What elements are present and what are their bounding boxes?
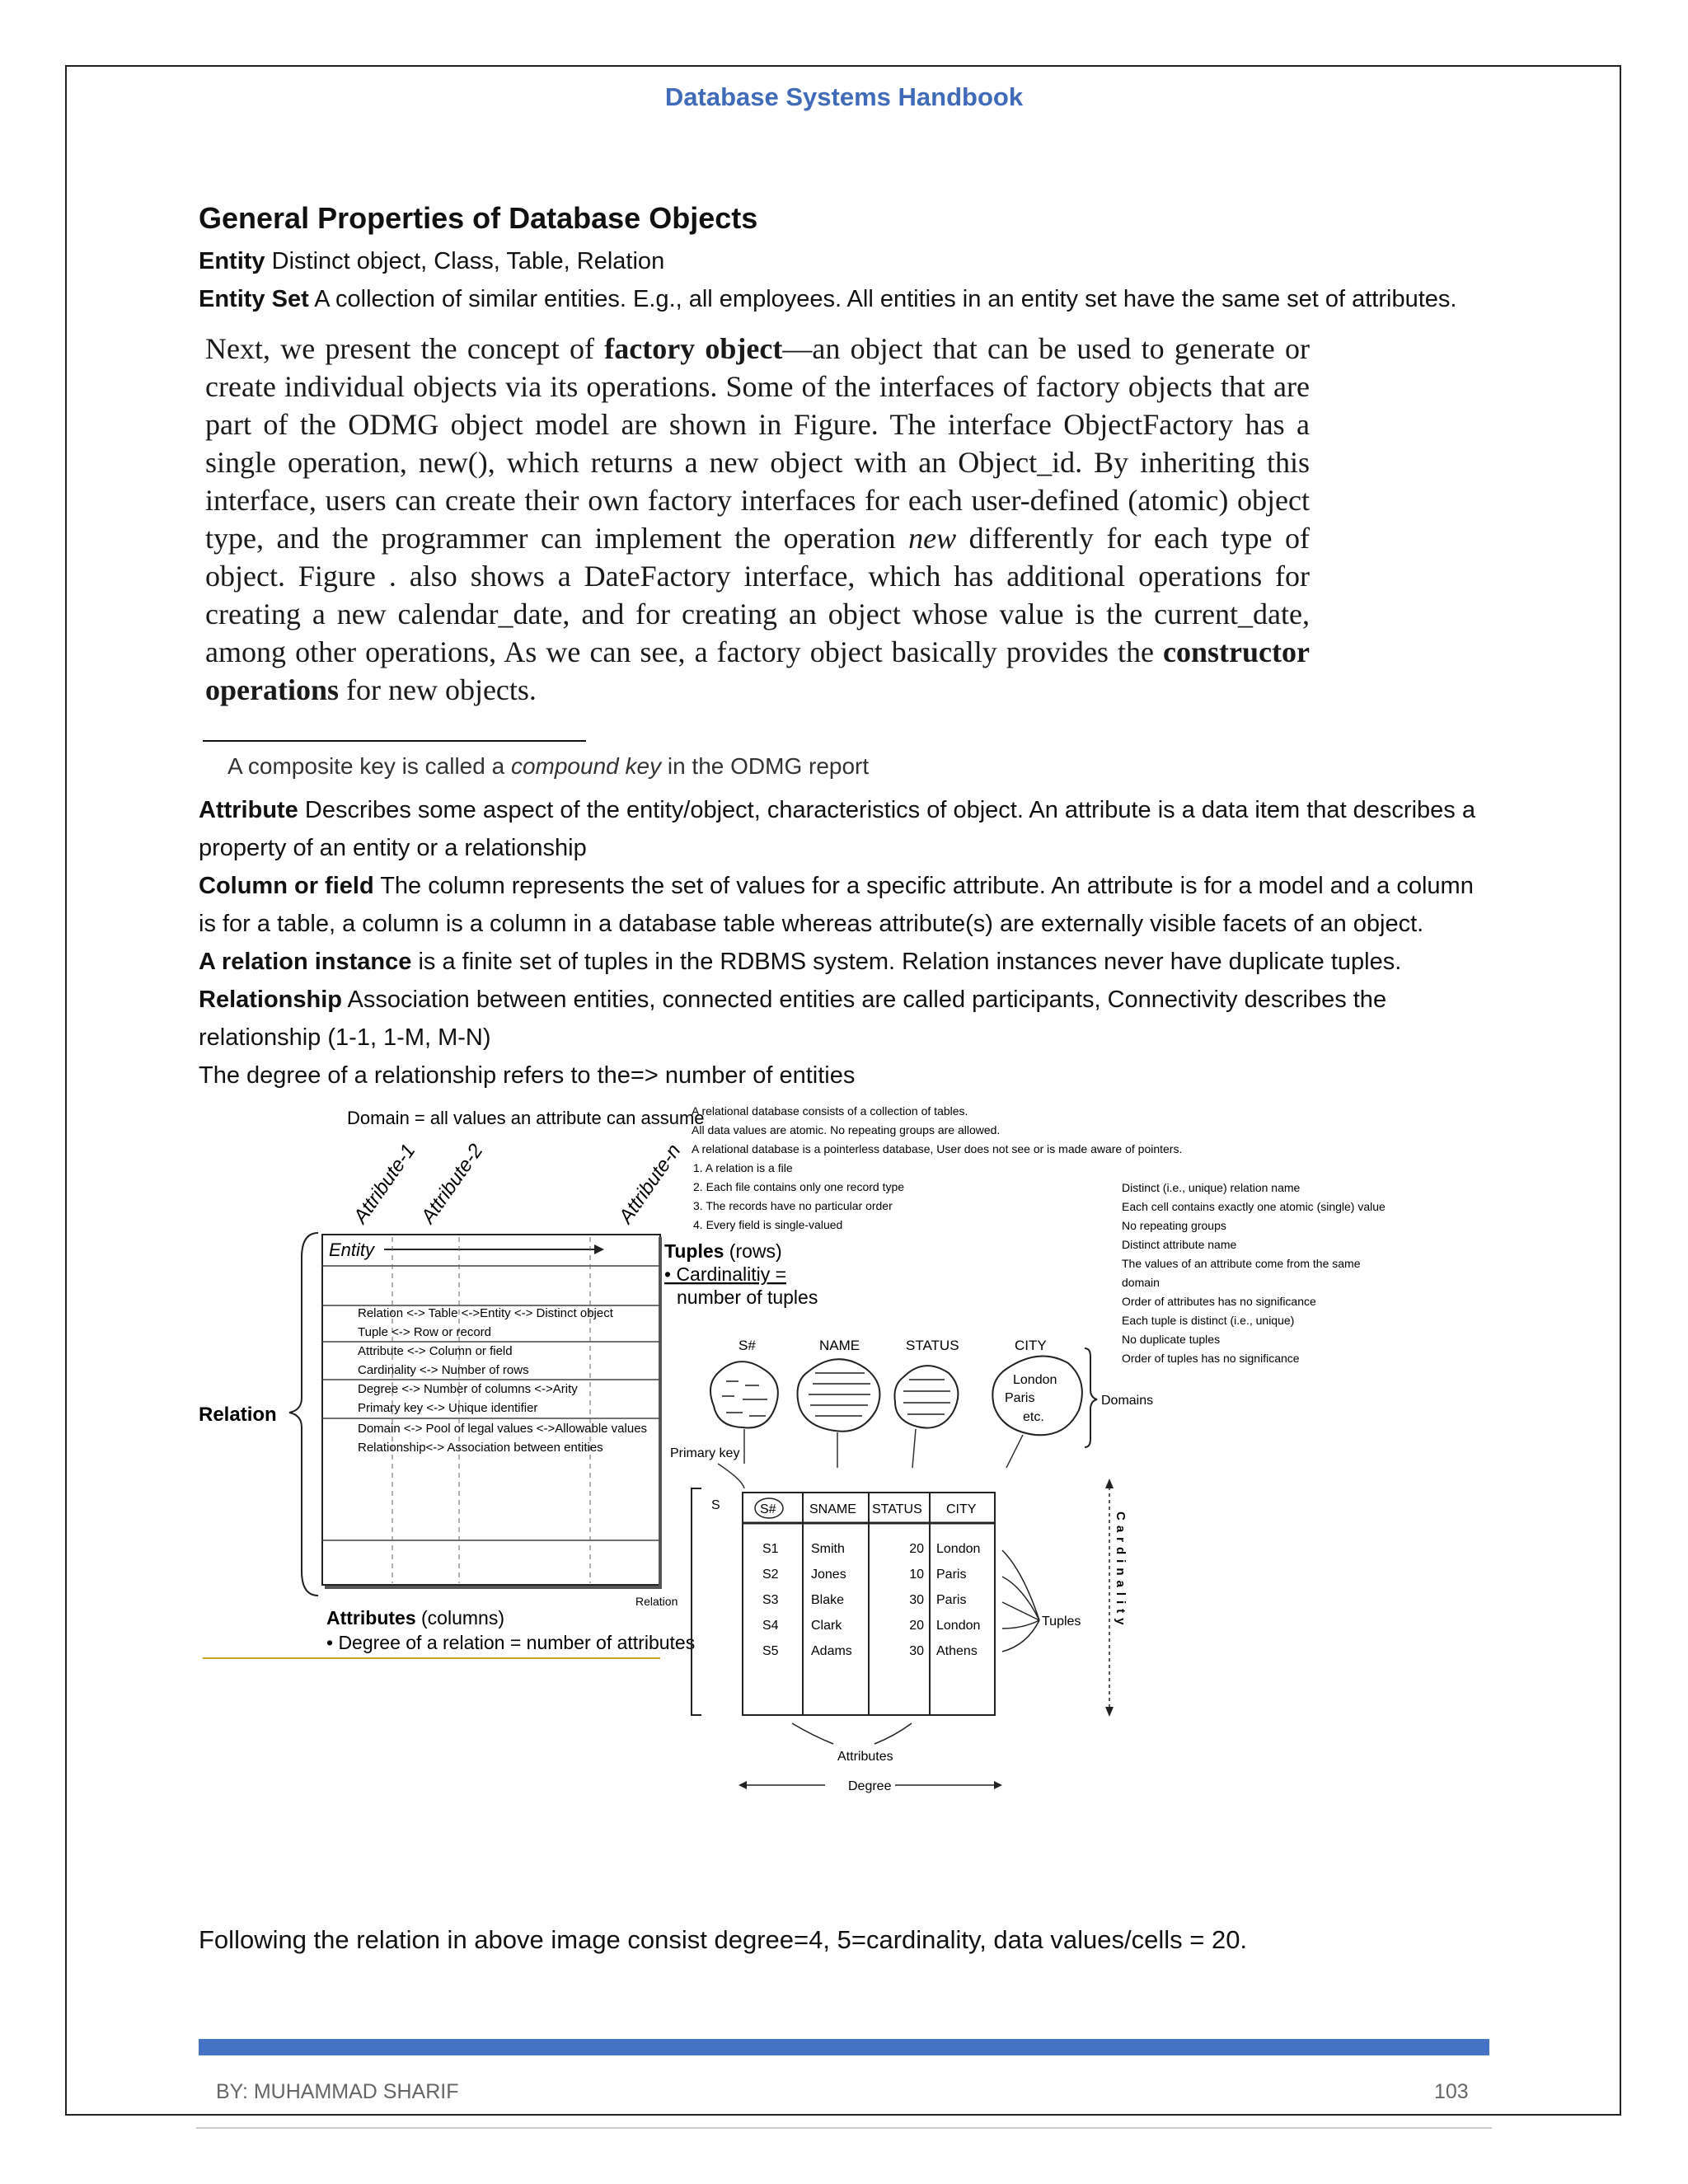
relational-notes — [692, 1104, 1182, 1231]
table-row-city: Paris — [936, 1568, 967, 1582]
domain-connectors — [744, 1429, 1023, 1468]
note-line: 2. Each file contains only one record type — [693, 1180, 905, 1193]
footer-author: BY: MUHAMMAD SHARIF — [216, 2080, 459, 2103]
table-row-city: London — [936, 1619, 981, 1633]
degree-line: The degree of a relationship refers to the=> number of entities — [199, 1062, 856, 1089]
property-line: Order of tuples has no significance — [1122, 1352, 1300, 1365]
city-domain-value: Paris — [1005, 1391, 1035, 1405]
equivalence-item: Primary key <-> Unique identifier — [358, 1401, 538, 1415]
cardinality-caption: • Cardinalitiy = — [664, 1263, 787, 1285]
table-row-sname: Blake — [811, 1593, 845, 1607]
note-line: A relational database is a pointerless database, User does not see or is made aware of pointers. — [692, 1142, 1183, 1155]
primary-key-arrow — [718, 1464, 744, 1488]
table-row-status: 20 — [909, 1542, 924, 1556]
relation-figure — [199, 1101, 1493, 1793]
entity-definition: Entity Distinct object, Class, Table, Relation — [199, 248, 665, 274]
table-row-status: 30 — [909, 1644, 924, 1658]
property-line: domain — [1122, 1276, 1160, 1289]
section-title: General Properties of Database Objects — [199, 201, 758, 235]
property-line: Each cell contains exactly one atomic (single) value — [1122, 1200, 1386, 1213]
table-header: STATUS — [872, 1502, 922, 1516]
table-header: S# — [760, 1502, 776, 1516]
entity-label: Entity — [329, 1240, 375, 1260]
table-row-city: London — [936, 1542, 981, 1556]
property-line: No repeating groups — [1122, 1219, 1226, 1232]
attributes-caption: Attributes (columns) — [326, 1607, 504, 1629]
domain-caption: Domain = all values an attribute can assume — [347, 1108, 705, 1128]
table-row-city: Athens — [936, 1644, 978, 1658]
relation-properties — [1122, 1181, 1386, 1365]
domain-header: CITY — [1015, 1338, 1047, 1353]
equivalence-item: Relation <-> Table <->Entity <-> Distinct object — [358, 1306, 613, 1320]
domain-header: S# — [738, 1338, 756, 1353]
property-line: The values of an attribute come from the same — [1122, 1257, 1361, 1270]
domains-label: Domains — [1101, 1394, 1154, 1408]
property-line: Order of attributes has no significance — [1122, 1295, 1316, 1308]
domain-status-blob — [894, 1366, 958, 1427]
attribute-definition: Attribute Describes some aspect of the entity/object, characteristics of object. An attribute is a data item that describes a property of an entity or a relationship — [199, 797, 1475, 861]
degree-arrow-right — [994, 1781, 1002, 1789]
note-line: All data values are atomic. No repeating groups are allowed. — [692, 1123, 1001, 1137]
table-row-city: Paris — [936, 1593, 967, 1607]
tuple-arrows — [1002, 1550, 1039, 1652]
equivalence-item: Attribute <-> Column or field — [358, 1344, 513, 1358]
equivalence-item: Domain <-> Pool of legal values <->Allowable values — [358, 1422, 648, 1436]
property-line: Each tuple is distinct (i.e., unique) — [1122, 1314, 1295, 1327]
note-line: 3. The records have no particular order — [693, 1199, 893, 1212]
attribute-2-label: Attribute-2 — [416, 1140, 488, 1228]
property-line: Distinct (i.e., unique) relation name — [1122, 1181, 1301, 1194]
equivalence-item: Cardinality <-> Number of rows — [358, 1363, 529, 1377]
table-row-sname: Adams — [811, 1644, 852, 1658]
domain-headers — [738, 1338, 1047, 1353]
table-row-status: 20 — [909, 1619, 924, 1633]
table-row-sname: Jones — [811, 1568, 846, 1582]
column-definition: Column or field The column represents the set of values for a specific attribute. An attribute is for a model and a column is for a table, a column is a column in a database table whereas attribute(s) are externally visible facets of an object. — [199, 873, 1474, 937]
table-row-status: 30 — [909, 1593, 924, 1607]
note-line: A relational database consists of a collection of tables. — [692, 1104, 968, 1118]
property-line: No duplicate tuples — [1122, 1333, 1221, 1346]
degree-arrow-left — [738, 1781, 747, 1789]
running-header: Database Systems Handbook — [664, 82, 1024, 111]
page-number: 103 — [1434, 2080, 1469, 2103]
equivalence-item: Relationship<-> Association between entities — [358, 1441, 603, 1455]
factory-object-excerpt: Next, we present the concept of factory object—an object that can be used to generate or create individual objects via its operations. Some of the interfaces of factory objects that are part of the ODMG object model are shown in Figure. The interface ObjectFactory has a single operation, new(), which returns a new object with an Object_id. By inheriting this interface, users can create their own factory interfaces for each user-defined (atomic) object type, and the programmer can implement the operation new differently for each type of object. Figure . also shows a DateFactory interface, which has additional operations for creating a new calendar_date, and for creating an object whose value is the current_date, among other operations, As we can see, a factory object basically provides the constructor operations for new objects. — [205, 332, 1310, 706]
primary-key-label: Primary key — [670, 1446, 740, 1460]
attributes-small-label: Attributes — [837, 1750, 893, 1764]
table-row-sno: S2 — [762, 1568, 779, 1582]
city-domain-value: etc. — [1023, 1410, 1044, 1424]
domain-sno-blob — [710, 1361, 778, 1427]
cardinality-vertical-label: Cardinality — [1114, 1511, 1128, 1630]
relation-instance-definition: A relation instance is a finite set of tuples in the RDBMS system. Relation instances never have duplicate tuples. — [199, 949, 1402, 975]
footer-bar — [199, 2039, 1489, 2055]
table-row-sname: Clark — [811, 1619, 842, 1633]
relation-table-bracket — [692, 1488, 701, 1715]
table-row-sname: Smith — [811, 1542, 845, 1556]
domain-header: STATUS — [906, 1338, 959, 1353]
table-row-sno: S5 — [762, 1644, 779, 1658]
summary-line: Following the relation in above image consist degree=4, 5=cardinality, data values/cells = 20. — [199, 1925, 1248, 1954]
table-header: CITY — [946, 1502, 977, 1516]
table-row-sno: S3 — [762, 1593, 779, 1607]
property-line: Distinct attribute name — [1122, 1238, 1237, 1251]
domains-brace — [1085, 1348, 1097, 1447]
tuples-caption: Tuples (rows) — [664, 1240, 782, 1262]
cardinality-arrow-top — [1105, 1479, 1114, 1488]
equivalence-item: Degree <-> Number of columns <->Arity — [358, 1382, 578, 1396]
equivalence-item: Tuple <-> Row or record — [358, 1325, 492, 1339]
footnote: A composite key is called a compound key in the ODMG report — [227, 753, 870, 779]
table-row-sno: S1 — [762, 1542, 779, 1556]
table-row-status: 10 — [909, 1568, 924, 1582]
page-content — [199, 198, 1493, 1793]
relation-label: Relation — [199, 1404, 277, 1426]
attribute-n-label: Attribute-n — [614, 1140, 686, 1228]
attribute-1-label: Attribute-1 — [349, 1140, 420, 1228]
note-line: 1. A relation is a file — [693, 1161, 793, 1174]
degree-caption: • Degree of a relation = number of attributes — [326, 1632, 696, 1653]
footnote-rule — [203, 740, 586, 742]
number-of-tuples-caption: number of tuples — [677, 1286, 818, 1308]
relationship-definition: Relationship Association between entities, connected entities are called participants, Connectivity describes the relationship (1-1, 1-M, M-N) — [199, 987, 1387, 1051]
note-line: 4. Every field is single-valued — [693, 1218, 843, 1231]
city-domain-value: London — [1013, 1373, 1057, 1387]
table-row-sno: S4 — [762, 1619, 779, 1633]
domain-header: NAME — [819, 1338, 860, 1353]
table-header: SNAME — [809, 1502, 856, 1516]
attributes-arrow — [874, 1723, 912, 1744]
tuples-small-label: Tuples — [1042, 1615, 1081, 1629]
relation-small-label: Relation — [635, 1595, 678, 1608]
attributes-arrow — [792, 1723, 833, 1744]
entity-set-definition: Entity Set A collection of similar entities. E.g., all employees. All entities in an entity set have the same set of attributes. — [199, 286, 1457, 312]
footer-rule — [196, 2127, 1492, 2129]
relation-diagram — [199, 1101, 1493, 1793]
relation-table-name: S — [711, 1498, 720, 1512]
cardinality-arrow-bottom — [1105, 1707, 1114, 1717]
degree-small-label: Degree — [848, 1779, 892, 1793]
relation-brace — [289, 1233, 318, 1596]
